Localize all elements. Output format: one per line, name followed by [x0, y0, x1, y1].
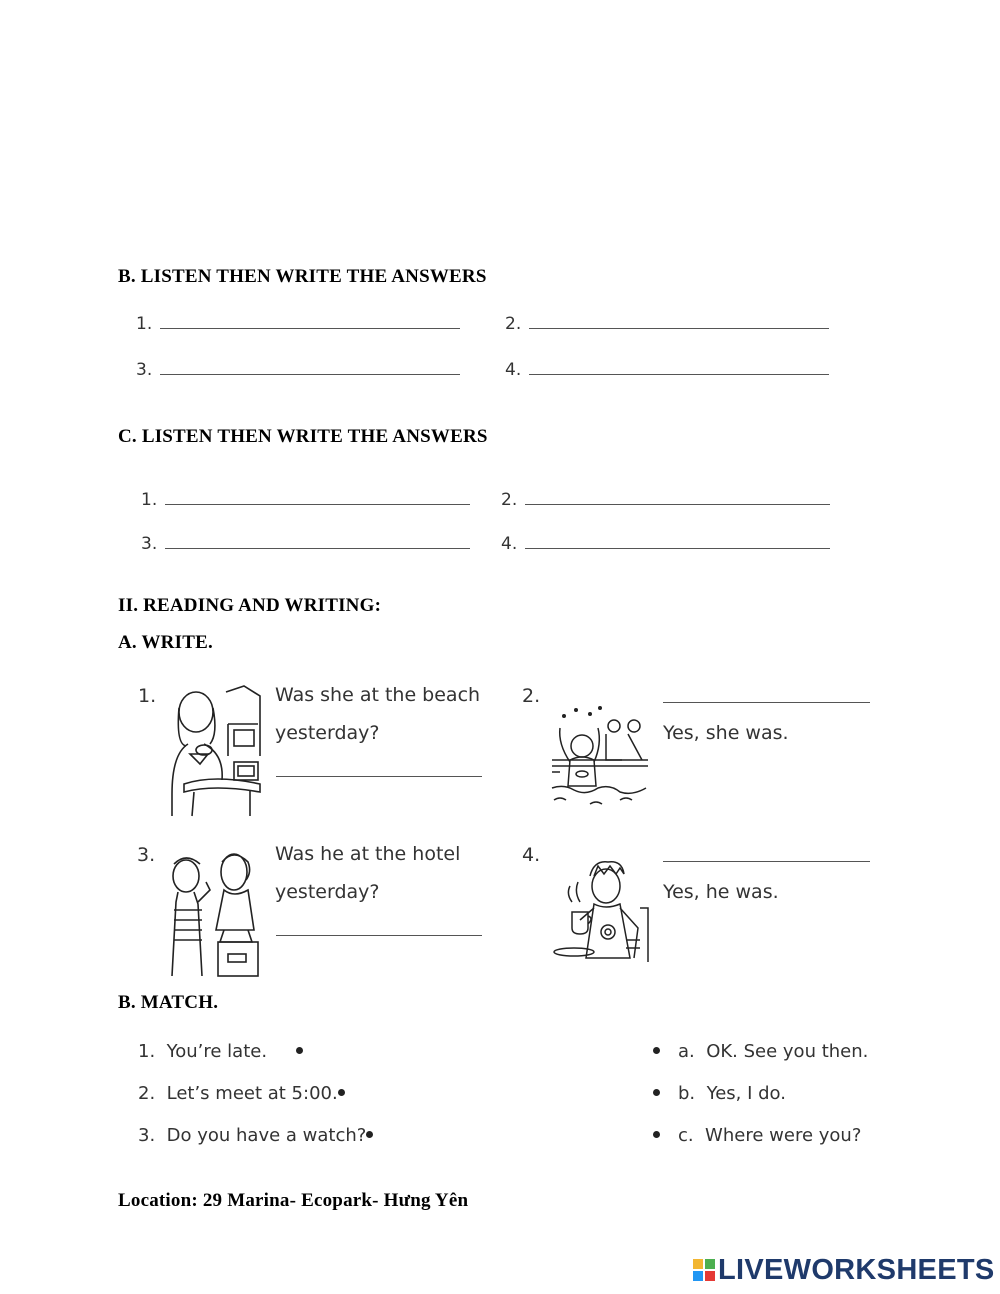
item-number: 2.: [505, 314, 522, 334]
location-text: Location: 29 Marina- Ecopark- Hưng Yên: [118, 1190, 469, 1211]
match-left-item: 2. Let’s meet at 5:00.: [138, 1083, 338, 1104]
match-dot-right[interactable]: [653, 1089, 660, 1096]
part2-title: II. READING AND WRITING:: [118, 595, 382, 616]
answer-text: Yes, she was.: [663, 722, 789, 744]
answer-line[interactable]: [160, 374, 460, 375]
answer-line[interactable]: [663, 702, 870, 703]
logo-text: LIVEWORKSHEETS: [718, 1253, 995, 1286]
answer-text: Yes, he was.: [663, 881, 779, 903]
item-number: 3.: [136, 360, 153, 380]
item-number: 2.: [501, 490, 518, 510]
match-left-item: 3. Do you have a watch?: [138, 1125, 367, 1146]
item-number: 4.: [505, 360, 522, 380]
answer-line[interactable]: [165, 548, 470, 549]
match-dot-left[interactable]: [338, 1089, 345, 1096]
question-line-2: yesterday?: [275, 881, 380, 903]
item-number: 1.: [138, 685, 157, 707]
boy-statue-illustration: [162, 850, 266, 978]
match-right-item: b. Yes, I do.: [678, 1083, 786, 1104]
answer-line[interactable]: [276, 776, 482, 777]
match-left-item: 1. You’re late.: [138, 1041, 268, 1062]
item-number: 4.: [522, 844, 541, 866]
match-dot-right[interactable]: [653, 1131, 660, 1138]
answer-line[interactable]: [276, 935, 482, 936]
girl-ice-cream-illustration: [164, 684, 264, 818]
match-dot-right[interactable]: [653, 1047, 660, 1054]
item-number: 4.: [501, 534, 518, 554]
item-number: 3.: [141, 534, 158, 554]
item-number: 3.: [137, 844, 156, 866]
boy-drinking-tea-illustration: [550, 858, 650, 968]
match-right-item: a. OK. See you then.: [678, 1041, 869, 1062]
answer-line[interactable]: [160, 328, 460, 329]
item-number: 1.: [141, 490, 158, 510]
logo-blocks-icon: [692, 1258, 716, 1282]
match-dot-left[interactable]: [366, 1131, 373, 1138]
answer-line[interactable]: [165, 504, 470, 505]
answer-line[interactable]: [663, 861, 870, 862]
match-title: B. MATCH.: [118, 992, 219, 1013]
girl-swimming-illustration: [550, 704, 650, 810]
answer-line[interactable]: [529, 328, 829, 329]
answer-line[interactable]: [525, 504, 830, 505]
item-number: 2.: [522, 685, 541, 707]
section-b-title: B. LISTEN THEN WRITE THE ANSWERS: [118, 266, 487, 287]
item-number: 1.: [136, 314, 153, 334]
question-line-1: Was she at the beach: [275, 684, 481, 706]
write-title: A. WRITE.: [118, 632, 213, 653]
match-dot-left[interactable]: [296, 1047, 303, 1054]
match-right-item: c. Where were you?: [678, 1125, 862, 1146]
section-c-title: C. LISTEN THEN WRITE THE ANSWERS: [118, 426, 488, 447]
liveworksheets-logo[interactable]: [692, 1254, 995, 1286]
answer-line[interactable]: [529, 374, 829, 375]
answer-line[interactable]: [525, 548, 830, 549]
question-line-1: Was he at the hotel: [275, 843, 461, 865]
question-line-2: yesterday?: [275, 722, 380, 744]
